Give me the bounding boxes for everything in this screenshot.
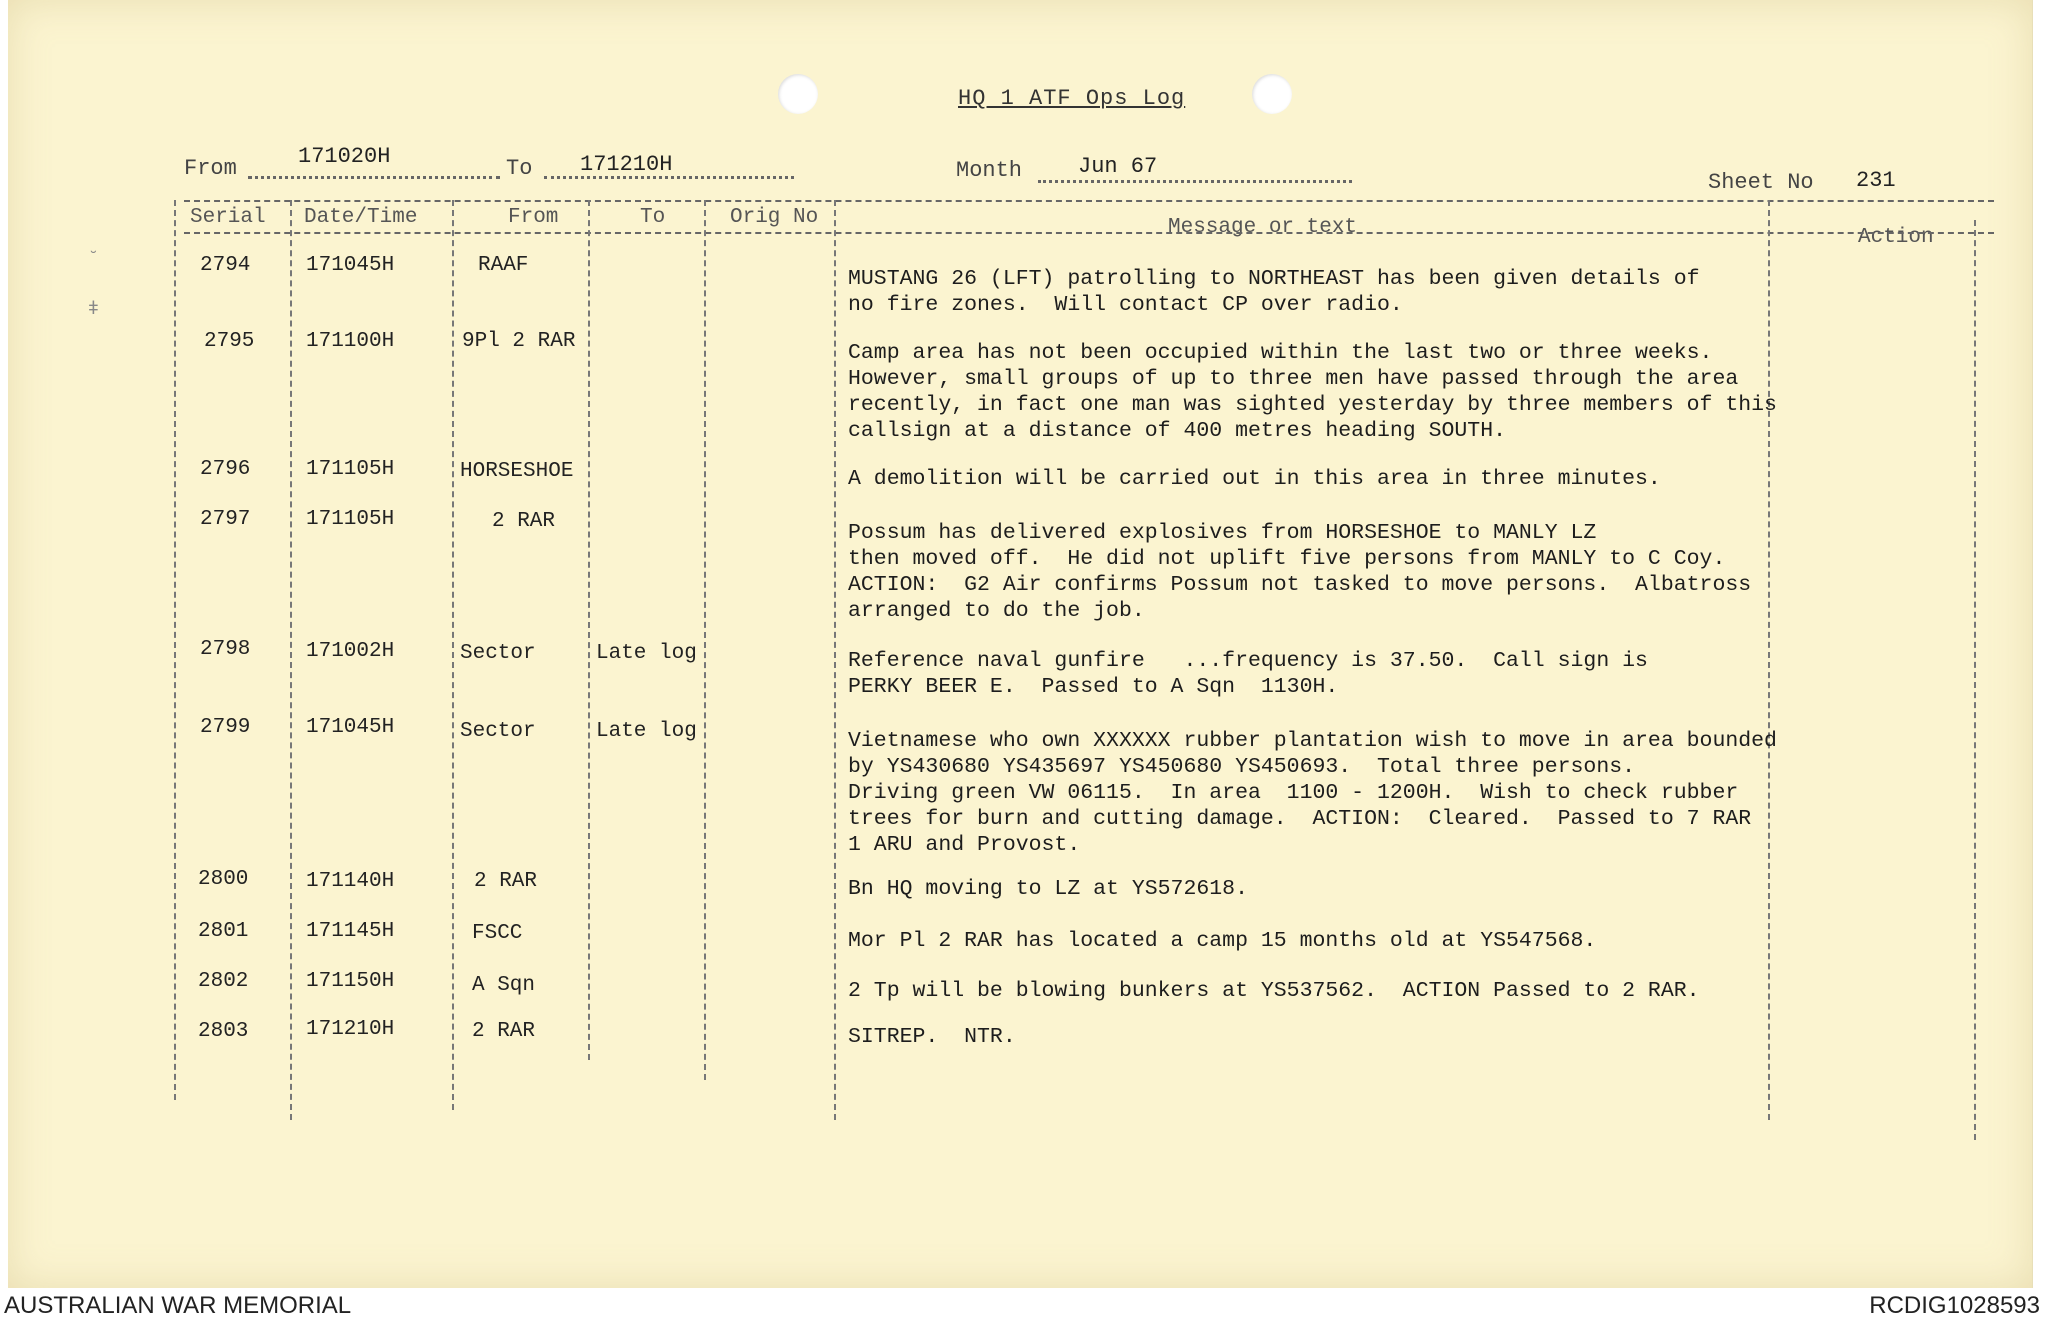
row-to: Late log (596, 720, 697, 743)
col-orig-no: Orig No (730, 206, 819, 229)
grid-col-line (290, 200, 292, 1120)
row-serial: 2795 (204, 330, 255, 353)
row-message: Possum has delivered explosives from HORSESHOE to MANLY LZ then moved off. He did not uplift five persons from MANLY to C Coy. ACTION: G2 Air confirms Possum not tasked to move persons. Albatross arranged to do the job. (848, 521, 1752, 623)
row-message: A demolition will be carried out in this area in three minutes. (848, 467, 1661, 491)
row-serial: 2802 (198, 970, 249, 993)
row-datetime: 171145H (306, 920, 395, 943)
row-serial: 2796 (200, 458, 251, 481)
row-serial: 2803 (198, 1020, 249, 1043)
grid-col-line (588, 200, 590, 1060)
row-datetime: 171150H (306, 970, 395, 993)
row-datetime: 171002H (306, 640, 395, 663)
row-from: HORSESHOE (460, 460, 574, 483)
from-label: From (184, 156, 237, 181)
footer-record-id: RCDIG1028593 (1869, 1292, 2040, 1319)
row-serial: 2798 (200, 638, 251, 661)
row-datetime: 171045H (306, 254, 395, 277)
col-message: Message or text (1168, 216, 1358, 239)
col-action: Action (1858, 226, 1934, 249)
row-from: 2 RAR (472, 1020, 536, 1043)
col-to: To (640, 206, 666, 229)
grid-top-line (184, 200, 1994, 202)
row-to: Late log (596, 642, 697, 665)
row-from: Sector (460, 720, 536, 743)
row-serial: 2801 (198, 920, 249, 943)
grid-col-line (834, 200, 836, 1120)
footer-archive-name: AUSTRALIAN WAR MEMORIAL (4, 1292, 352, 1319)
row-message: SITREP. NTR. (848, 1025, 1016, 1049)
month-label: Month (956, 158, 1023, 183)
row-serial: 2799 (200, 716, 251, 739)
to-label: To (506, 156, 533, 181)
to-value: 171210H (580, 152, 673, 177)
row-from: Sector (460, 642, 536, 665)
col-serial: Serial (190, 206, 266, 229)
month-value: Jun 67 (1078, 154, 1158, 179)
row-message: Mor Pl 2 RAR has located a camp 15 months old at YS547568. (848, 929, 1597, 953)
punch-hole-right (1252, 74, 1292, 114)
row-message: 2 Tp will be blowing bunkers at YS537562. ACTION Passed to 2 RAR. (848, 979, 1700, 1003)
row-from: A Sqn (472, 974, 536, 997)
row-message: Vietnamese who own XXXXXX rubber plantation wish to move in area bounded by YS430680 YS435697 YS450680 YS450693. Total three persons. Driving green VW 06115. In area 1100 - 1200H. Wish to check rubber trees for burn and cutting damage. ACTION: Cleared. Passed to 7 RAR 1 ARU and Provost. (848, 729, 1777, 857)
row-datetime: 171105H (306, 458, 395, 481)
row-from: FSCC (472, 922, 523, 945)
grid-col-line (174, 200, 176, 1100)
row-from: 2 RAR (474, 870, 538, 893)
row-message: MUSTANG 26 (LFT) patrolling to NORTHEAST has been given details of no fire zones. Will contact CP over radio. (848, 267, 1700, 317)
col-datetime: Date/Time (304, 206, 418, 229)
row-message: Bn HQ moving to LZ at YS572618. (848, 877, 1248, 901)
from-dots (248, 174, 500, 179)
row-datetime: 171105H (306, 508, 395, 531)
grid-header-line (184, 232, 1994, 234)
col-from: From (508, 206, 559, 229)
from-value: 171020H (298, 144, 391, 169)
row-from: 2 RAR (492, 510, 556, 533)
margin-mark: ˘ (88, 250, 99, 270)
row-from: 9Pl 2 RAR (462, 330, 576, 353)
margin-mark: ǂ (88, 300, 99, 320)
sheet-label: Sheet No (1708, 170, 1814, 195)
sheet-number: 231 (1856, 168, 1896, 193)
row-serial: 2794 (200, 254, 251, 277)
row-datetime: 171210H (306, 1018, 395, 1041)
grid-col-line (452, 200, 454, 1110)
row-message: Reference naval gunfire ...frequency is 37.50. Call sign is PERKY BEER E. Passed to A Sqn 1130H. (848, 649, 1648, 699)
grid-col-line (1974, 220, 1976, 1140)
punch-hole-left (778, 74, 818, 114)
row-from: RAAF (478, 254, 529, 277)
row-datetime: 171100H (306, 330, 395, 353)
row-datetime: 171140H (306, 870, 395, 893)
log-title: HQ 1 ATF Ops Log (958, 86, 1186, 111)
log-sheet (8, 0, 2033, 1288)
grid-col-line (1768, 200, 1770, 1120)
grid-col-line (704, 200, 706, 1080)
row-serial: 2800 (198, 868, 249, 891)
row-message: Camp area has not been occupied within the last two or three weeks. However, small groups of up to three men have passed through the area recently, in fact one man was sighted yesterday by three members of this callsign at a distance of 400 metres heading SOUTH. (848, 341, 1777, 443)
row-serial: 2797 (200, 508, 251, 531)
row-datetime: 171045H (306, 716, 395, 739)
